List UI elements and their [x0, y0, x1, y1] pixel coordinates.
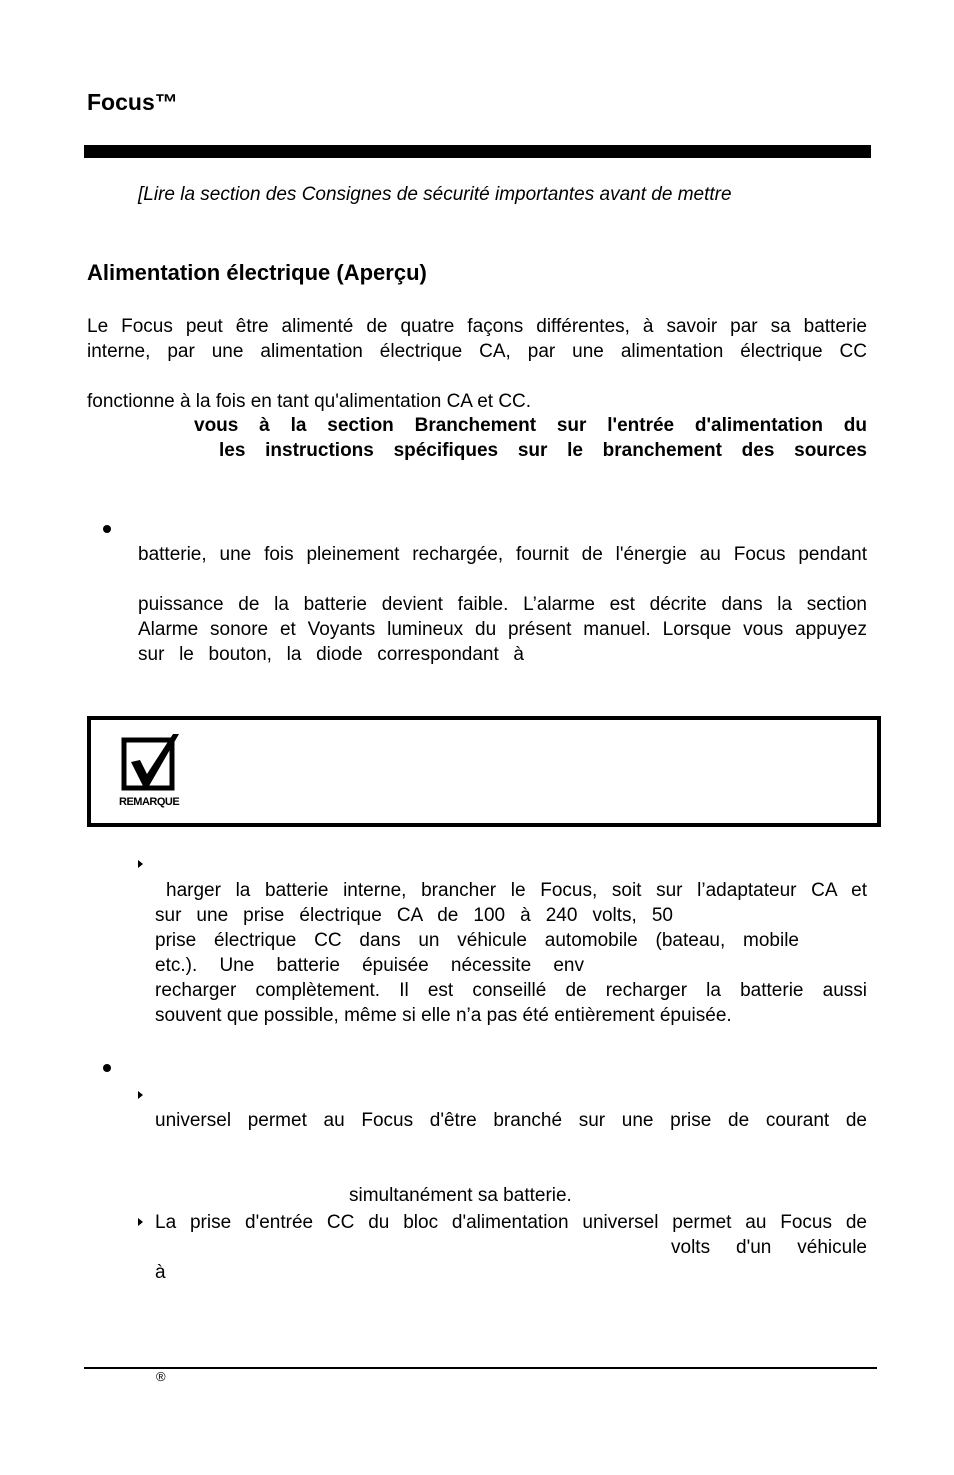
recharge-line6: souvent que possible, même si elle n’a pas été entièrement épuisée.: [155, 1005, 732, 1026]
recharge-line2: sur une prise électrique CA de 100 à 240 volts, 50: [155, 905, 673, 926]
note-box: [87, 716, 881, 827]
para1-line1: Le Focus peut être alimenté de quatre façons différentes, à savoir par sa batterie: [87, 316, 867, 337]
arrow-dc-input: [138, 1218, 143, 1226]
bullet-power-supply: [103, 1064, 111, 1072]
arrow-ac-input: [138, 1091, 143, 1099]
universal-line1: universel permet au Focus d'être branché sur une prise de courant de: [155, 1110, 867, 1131]
battery-line1: batterie, une fois pleinement rechargée, fournit de l'énergie au Focus pendant: [138, 544, 867, 565]
universal-line2: simultanément sa batterie.: [349, 1185, 572, 1206]
universal-line3: La prise d'entrée CC du bloc d'alimentation universel permet au Focus de: [155, 1212, 867, 1233]
universal-line5: à: [155, 1262, 166, 1283]
header-title: Focus™: [87, 89, 178, 115]
recharge-line4: etc.). Une batterie épuisée nécessite env: [155, 955, 584, 976]
battery-line2: puissance de la batterie devient faible. L’alarme est décrite dans la section: [138, 594, 867, 615]
para1-line3: fonctionne à la fois en tant qu'alimentation CA et CC.: [87, 391, 532, 412]
para1-line2: interne, par une alimentation électrique CA, par une alimentation électrique CC: [87, 341, 867, 362]
section-title: Alimentation électrique (Aperçu): [87, 260, 427, 285]
footer-rule: [84, 1367, 877, 1369]
safety-intro: [Lire la section des Consignes de sécurité importantes avant de mettre: [138, 184, 732, 205]
recharge-line5: recharger complètement. Il est conseillé de recharger la batterie aussi: [155, 980, 867, 1001]
recharge-line3: prise électrique CC dans un véhicule automobile (bateau, mobile: [155, 930, 799, 951]
header-rule: [84, 145, 871, 158]
bullet-battery: [103, 525, 111, 533]
registered-mark: ®: [156, 1369, 166, 1384]
arrow-recharge: [138, 860, 143, 868]
note-label: REMARQUE: [119, 796, 180, 808]
para1-line5: les instructions spécifiques sur le branchement des sources: [219, 440, 867, 461]
battery-line3: Alarme sonore et Voyants lumineux du présent manuel. Lorsque vous appuyez: [138, 619, 867, 640]
battery-line4: sur le bouton, la diode correspondant à: [138, 644, 524, 665]
para1-line4: vous à la section Branchement sur l'entrée d'alimentation du: [194, 415, 867, 436]
checkmark-note-icon: [121, 732, 181, 792]
recharge-line1: harger la batterie interne, brancher le Focus, soit sur l’adaptateur CA et: [166, 880, 867, 901]
universal-line4: volts d'un véhicule: [671, 1237, 867, 1258]
